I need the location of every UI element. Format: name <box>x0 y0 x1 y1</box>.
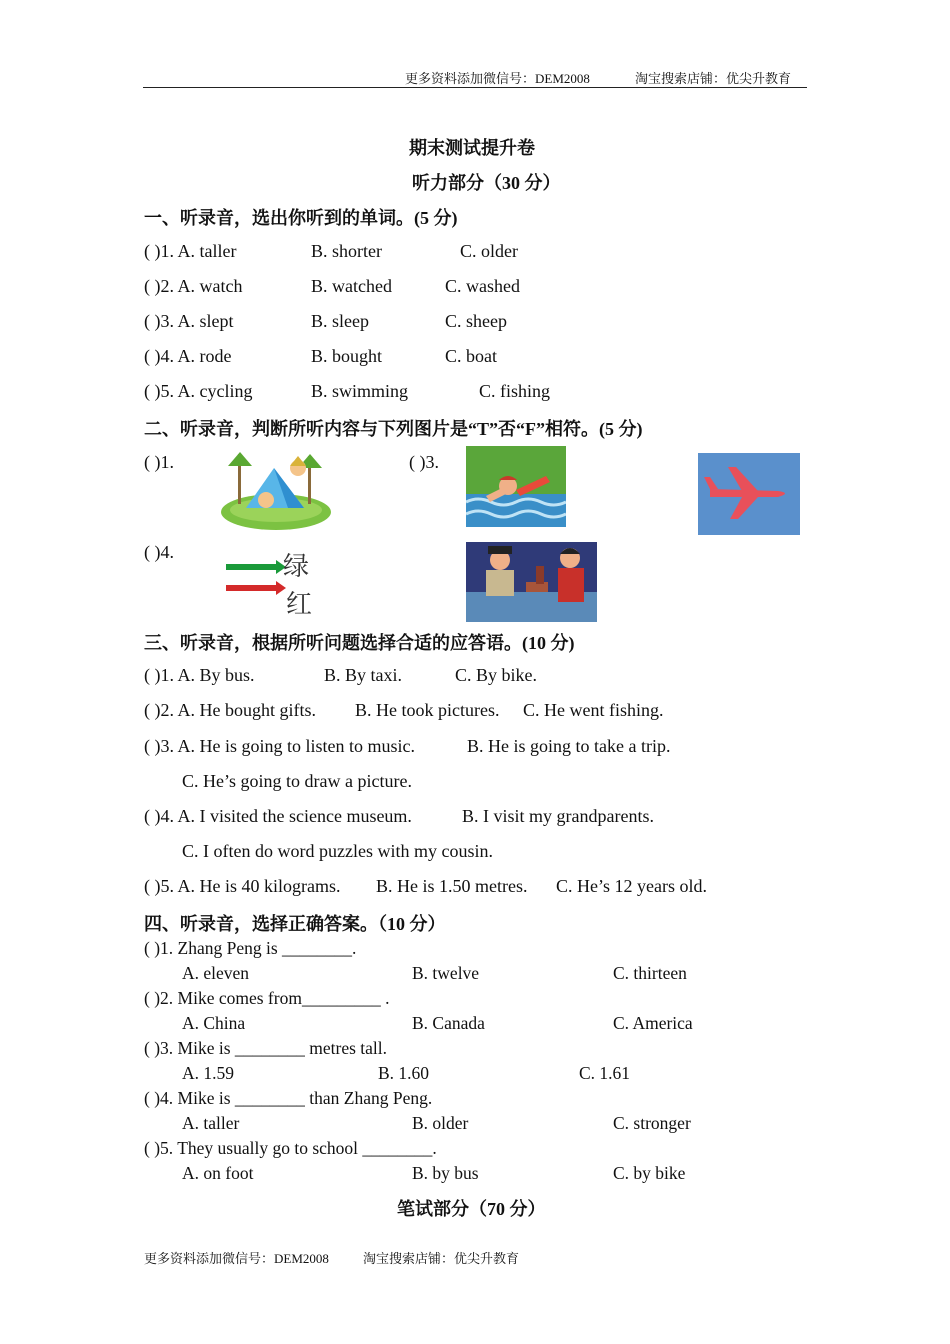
green-char: 绿 <box>283 552 310 582</box>
s3-q2-b: B. He took pictures. <box>355 700 500 720</box>
s3-q4-b: B. I visit my grandparents. <box>462 806 654 826</box>
swimming-image <box>466 446 566 527</box>
s4-q4-b: B. older <box>412 1113 469 1133</box>
shopping-image <box>466 542 597 622</box>
s1-item4-a: ( )4. A. rode <box>144 346 232 366</box>
s3-q1-b: B. By taxi. <box>324 665 403 685</box>
s4-q3-b: B. 1.60 <box>378 1063 430 1083</box>
red-char: 红 <box>286 590 313 616</box>
s2-item1: ( )1. <box>144 452 174 472</box>
s4-q2-a: A. China <box>182 1013 246 1033</box>
s4-q2-b: B. Canada <box>412 1013 485 1033</box>
s4-q1: ( )1. Zhang Peng is ________. <box>144 938 357 958</box>
s1-item2-a: ( )2. A. watch <box>144 276 243 296</box>
s4-q4-a: A. taller <box>182 1113 240 1133</box>
s1-item3-a: ( )3. A. slept <box>144 311 234 331</box>
header-divider <box>143 87 807 88</box>
page-title: 期末测试提升卷 <box>409 138 535 158</box>
footer-wechat: 更多资料添加微信号：DEM2008 <box>144 1251 329 1266</box>
s3-q3-a: ( )3. A. He is going to listen to music. <box>144 736 415 756</box>
footer-shop: 淘宝搜索店铺：优尖升教育 <box>363 1251 520 1266</box>
s1-item3-b: B. sleep <box>311 311 369 331</box>
s3-q1-c: C. By bike. <box>455 665 538 685</box>
s1-item1-c: C. older <box>460 241 518 261</box>
s3-q5-b: B. He is 1.50 metres. <box>376 876 528 896</box>
s4-q2: ( )2. Mike comes from_________ . <box>144 988 390 1008</box>
listening-title: 听力部分（30 分） <box>412 173 561 193</box>
section4-heading: 四、听录音，选择正确答案。（10 分） <box>144 914 446 934</box>
s4-q5: ( )5. They usually go to school ________. <box>144 1138 437 1158</box>
camping-tent-image <box>218 446 334 532</box>
s1-item4-b: B. bought <box>311 346 383 366</box>
s3-q1-a: ( )1. A. By bus. <box>144 665 255 685</box>
written-title: 笔试部分（70 分） <box>397 1199 546 1219</box>
s4-q1-b: B. twelve <box>412 963 480 983</box>
s1-item2-c: C. washed <box>445 276 520 296</box>
s4-q5-c: C. by bike <box>613 1163 686 1183</box>
s4-q3: ( )3. Mike is ________ metres tall. <box>144 1038 388 1058</box>
airplane-image <box>698 453 800 535</box>
s2-item4: ( )4. <box>144 542 174 562</box>
s3-q3-b: B. He is going to take a trip. <box>467 736 671 756</box>
s2-item3: ( )3. <box>409 452 439 472</box>
s4-q3-a: A. 1.59 <box>182 1063 235 1083</box>
s3-q3-c: C. He’s going to draw a picture. <box>182 771 412 791</box>
s4-q5-a: A. on foot <box>182 1163 254 1183</box>
s4-q5-b: B. by bus <box>412 1163 479 1183</box>
s4-q4: ( )4. Mike is ________ than Zhang Peng. <box>144 1088 433 1108</box>
s4-q1-c: C. thirteen <box>613 963 687 983</box>
s4-q2-c: C. America <box>613 1013 693 1033</box>
red-arrow <box>226 585 278 591</box>
s3-q4-a: ( )4. A. I visited the science museum. <box>144 806 412 826</box>
s1-item5-c: C. fishing <box>479 381 551 401</box>
traffic-light-chars-image <box>226 546 314 616</box>
red-arrow-head <box>276 581 286 595</box>
s3-q2-c: C. He went fishing. <box>523 700 664 720</box>
s4-q1-a: A. eleven <box>182 963 250 983</box>
s3-q4-c: C. I often do word puzzles with my cousin. <box>182 841 493 861</box>
s1-item1-a: ( )1. A. taller <box>144 241 237 261</box>
s1-item4-c: C. boat <box>445 346 497 366</box>
section1-heading: 一、听录音，选出你听到的单词。(5 分) <box>144 208 458 228</box>
s3-q5-c: C. He’s 12 years old. <box>556 876 707 896</box>
s1-item3-c: C. sheep <box>445 311 507 331</box>
section2-heading: 二、听录音，判断所听内容与下列图片是“T”否“F”相符。(5 分) <box>144 419 643 439</box>
s1-item5-b: B. swimming <box>311 381 409 401</box>
header-shop: 淘宝搜索店铺：优尖升教育 <box>635 71 792 86</box>
s4-q4-c: C. stronger <box>613 1113 691 1133</box>
s1-item1-b: B. shorter <box>311 241 382 261</box>
header-wechat: 更多资料添加微信号：DEM2008 <box>405 71 590 86</box>
green-arrow <box>226 564 278 570</box>
s3-q5-a: ( )5. A. He is 40 kilograms. <box>144 876 341 896</box>
s3-q2-a: ( )2. A. He bought gifts. <box>144 700 316 720</box>
section3-heading: 三、听录音，根据所听问题选择合适的应答语。(10 分) <box>144 633 575 653</box>
s1-item2-b: B. watched <box>311 276 392 296</box>
s4-q3-c: C. 1.61 <box>579 1063 631 1083</box>
s1-item5-a: ( )5. A. cycling <box>144 381 253 401</box>
